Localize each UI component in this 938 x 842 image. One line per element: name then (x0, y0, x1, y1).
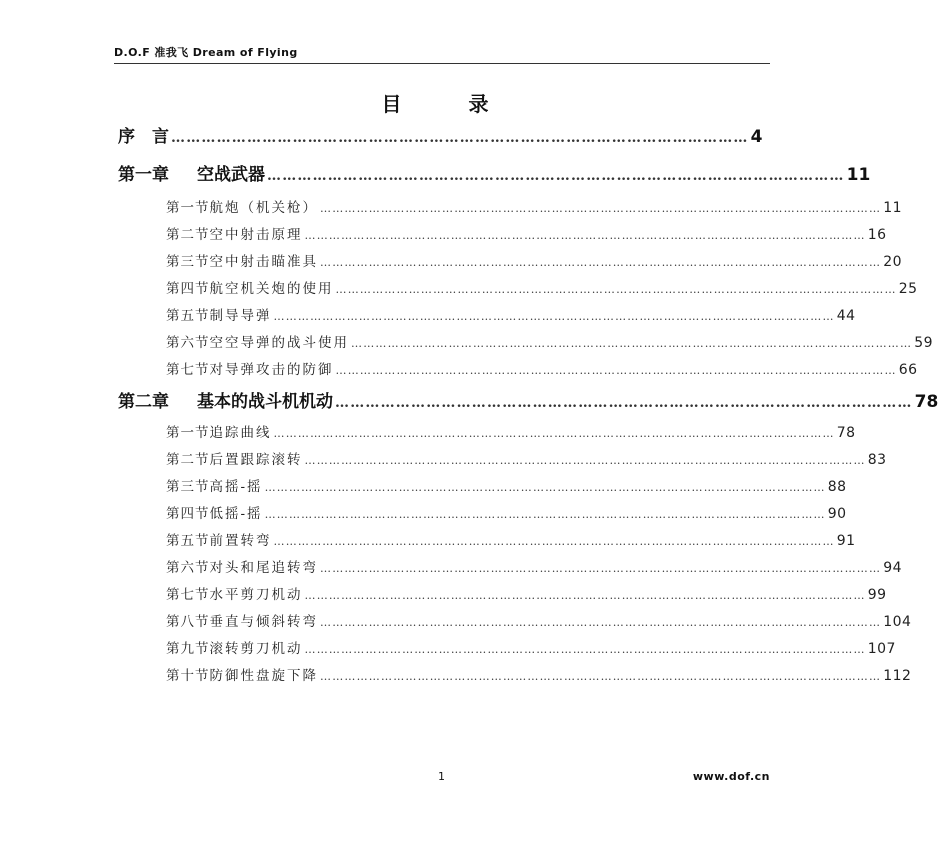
leader-dots: ………………………………………………………………………………………………………………………… (273, 310, 835, 323)
toc-entry-section[interactable] (166, 475, 847, 495)
chapter-page: 11 (846, 165, 871, 185)
toc-entry-section[interactable] (166, 448, 887, 468)
section-label: 第七节 (166, 587, 210, 603)
section-page: 44 (836, 308, 856, 324)
section-page: 112 (883, 668, 912, 684)
section-label: 第二节 (166, 452, 210, 468)
section-label: 第一节 (166, 425, 210, 441)
toc-entry-section[interactable] (166, 223, 887, 243)
section-label: 第一节 (166, 200, 210, 216)
leader-dots: ………………………………………………………………………………………………………………………… (273, 535, 835, 548)
toc-title: 目 录 (381, 92, 519, 116)
section-title: 空空导弹的战斗使用 (209, 335, 349, 351)
toc-entry-section[interactable] (166, 556, 903, 576)
toc-entry-section[interactable] (166, 250, 903, 270)
toc-entry-section[interactable] (166, 664, 912, 684)
leader-dots: ………………………………………………………………………………………………………………………… (304, 454, 866, 467)
section-title: 制导导弹 (209, 308, 272, 324)
section-title: 垂直与倾斜转弯 (209, 614, 318, 630)
leader-dots: ………………………………………………………………………………………………………………………… (320, 616, 882, 629)
toc-entry-chapter-2[interactable] (118, 387, 938, 412)
leader-dots: …………………………………………………………………………………………………… (267, 168, 845, 184)
section-page: 94 (883, 560, 903, 576)
toc-entry-section[interactable] (166, 358, 918, 378)
preface-page: 4 (750, 127, 763, 147)
section-title: 航炮（机关枪） (209, 200, 318, 216)
section-label: 第十节 (166, 668, 210, 684)
leader-dots: ………………………………………………………………………………………………………………………… (320, 562, 882, 575)
section-page: 91 (836, 533, 856, 549)
leader-dots: ………………………………………………………………………………………………………………………… (273, 427, 835, 440)
toc-entry-section[interactable] (166, 610, 912, 630)
section-label: 第四节 (166, 506, 210, 522)
chapter-label: 第一章 (118, 165, 169, 185)
toc-entry-chapter-1[interactable] (118, 160, 871, 185)
section-title: 空中射击瞄准具 (209, 254, 318, 270)
leader-dots: ………………………………………………………………………………………………………………………… (264, 481, 826, 494)
footer-url: www.dof.cn (692, 770, 770, 783)
leader-dots: ………………………………………………………………………………………………………………………… (320, 670, 882, 683)
section-title: 滚转剪刀机动 (209, 641, 303, 657)
section-page: 107 (867, 641, 896, 657)
section-page: 59 (914, 335, 934, 351)
section-title: 追踪曲线 (209, 425, 272, 441)
leader-dots: ………………………………………………………………………………………………………………………… (304, 643, 866, 656)
chapter-title: 空战武器 (197, 165, 265, 185)
section-page: 78 (836, 425, 856, 441)
section-page: 66 (898, 362, 918, 378)
toc-entry-section[interactable] (166, 583, 887, 603)
section-label: 第六节 (166, 560, 210, 576)
preface-label: 序 言 (118, 127, 169, 147)
toc-entry-section[interactable] (166, 304, 856, 324)
chapter-title: 基本的战斗机机动 (197, 392, 333, 412)
section-label: 第五节 (166, 533, 210, 549)
section-page: 88 (827, 479, 847, 495)
toc-entry-section[interactable] (166, 421, 856, 441)
section-title: 低摇-摇 (209, 506, 263, 522)
section-page: 20 (883, 254, 903, 270)
toc-entry-section[interactable] (166, 637, 896, 657)
toc-entry-section[interactable] (166, 196, 903, 216)
leader-dots: ………………………………………………………………………………………………………………………… (264, 508, 826, 521)
section-title: 对导弹攻击的防御 (209, 362, 334, 378)
section-page: 99 (867, 587, 887, 603)
leader-dots: ………………………………………………………………………………………………………………………… (351, 337, 913, 350)
section-label: 第七节 (166, 362, 210, 378)
leader-dots: ………………………………………………………………………………………………………………………… (320, 202, 882, 215)
toc-entry-section[interactable] (166, 502, 847, 522)
toc-entry-section[interactable] (166, 331, 934, 351)
leader-dots: ………………………………………………………………………………………………………………………… (335, 283, 897, 296)
section-page: 25 (898, 281, 918, 297)
section-label: 第四节 (166, 281, 210, 297)
section-label: 第三节 (166, 254, 210, 270)
toc-entry-preface[interactable] (118, 122, 763, 147)
section-page: 11 (883, 200, 903, 216)
toc-entry-section[interactable] (166, 277, 918, 297)
toc-entry-section[interactable] (166, 529, 856, 549)
section-label: 第二节 (166, 227, 210, 243)
leader-dots: …………………………………………………………………………………………………… (335, 395, 913, 411)
section-label: 第八节 (166, 614, 210, 630)
section-title: 防御性盘旋下降 (209, 668, 318, 684)
section-title: 前置转弯 (209, 533, 272, 549)
section-label: 第六节 (166, 335, 210, 351)
page-number: 1 (438, 770, 445, 783)
leader-dots: …………………………………………………………………………………………………… (171, 130, 749, 146)
section-page: 83 (867, 452, 887, 468)
leader-dots: ………………………………………………………………………………………………………………………… (335, 364, 897, 377)
section-page: 16 (867, 227, 887, 243)
running-header: D.O.F 准我飞 Dream of Flying (114, 44, 770, 64)
section-title: 高摇-摇 (209, 479, 263, 495)
leader-dots: ………………………………………………………………………………………………………………………… (320, 256, 882, 269)
section-title: 航空机关炮的使用 (209, 281, 334, 297)
section-page: 90 (827, 506, 847, 522)
chapter-page: 78 (914, 392, 938, 412)
section-title: 水平剪刀机动 (209, 587, 303, 603)
section-title: 后置跟踪滚转 (209, 452, 303, 468)
section-label: 第三节 (166, 479, 210, 495)
chapter-label: 第二章 (118, 392, 169, 412)
leader-dots: ………………………………………………………………………………………………………………………… (304, 589, 866, 602)
section-title: 空中射击原理 (209, 227, 303, 243)
section-label: 第九节 (166, 641, 210, 657)
section-label: 第五节 (166, 308, 210, 324)
section-title: 对头和尾追转弯 (209, 560, 318, 576)
leader-dots: ………………………………………………………………………………………………………………………… (304, 229, 866, 242)
section-page: 104 (883, 614, 912, 630)
